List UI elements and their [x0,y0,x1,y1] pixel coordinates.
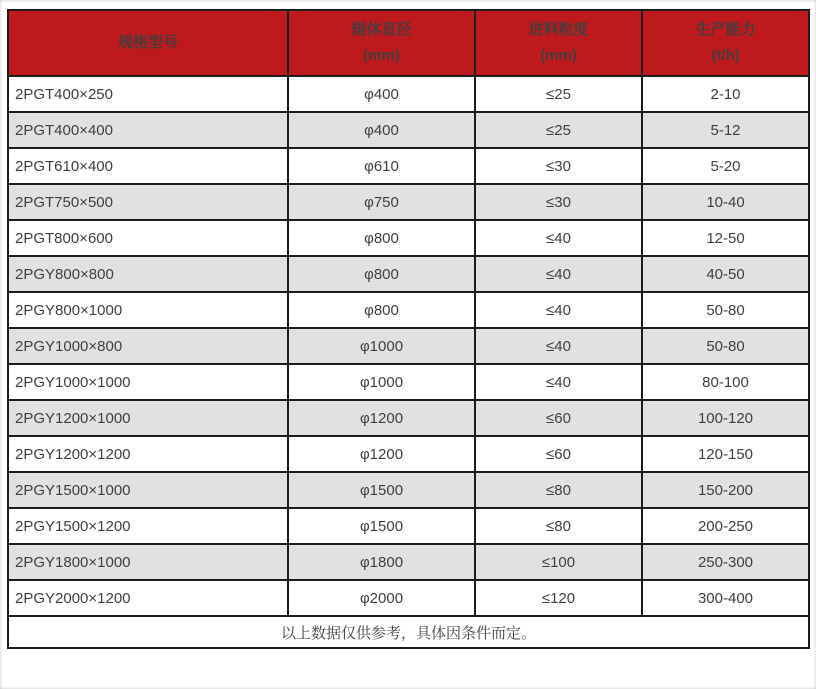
col-header-capacity-unit: (t/h) [711,47,740,64]
diameter-cell: φ800 [288,292,475,328]
capacity-cell: 150-200 [642,472,809,508]
capacity-cell: 120-150 [642,436,809,472]
feed-cell: ≤40 [475,328,642,364]
table-row [8,508,809,544]
model-cell: 2PGT750×500 [8,184,288,220]
diameter-cell: φ800 [288,220,475,256]
footnote-row [8,616,809,648]
capacity-cell: 5-20 [642,148,809,184]
table-row [8,400,809,436]
capacity-cell: 40-50 [642,256,809,292]
model-cell: 2PGT400×250 [8,76,288,112]
diameter-cell: φ1500 [288,508,475,544]
diameter-cell: φ1800 [288,544,475,580]
feed-cell: ≤30 [475,184,642,220]
table-row [8,76,809,112]
capacity-cell: 250-300 [642,544,809,580]
table-row [8,184,809,220]
table-row [8,148,809,184]
diameter-cell: φ1200 [288,436,475,472]
col-header-feed-size-label: 进料粒度 [528,21,589,38]
feed-cell: ≤40 [475,256,642,292]
model-cell: 2PGY1800×1000 [8,544,288,580]
capacity-cell: 12-50 [642,220,809,256]
table-row [8,580,809,616]
model-cell: 2PGY1000×800 [8,328,288,364]
model-cell: 2PGY1500×1000 [8,472,288,508]
feed-cell: ≤80 [475,472,642,508]
table-row [8,328,809,364]
diameter-cell: φ1000 [288,328,475,364]
diameter-cell: φ800 [288,256,475,292]
col-header-capacity-label: 生产能力 [695,21,756,38]
table-row [8,256,809,292]
feed-cell: ≤60 [475,400,642,436]
capacity-cell: 5-12 [642,112,809,148]
model-cell: 2PGY800×800 [8,256,288,292]
diameter-cell: φ2000 [288,580,475,616]
diameter-cell: φ750 [288,184,475,220]
col-header-roller-diameter-label: 辊体直径 [351,21,412,38]
header-row [8,10,809,76]
capacity-cell: 100-120 [642,400,809,436]
table-row [8,292,809,328]
feed-cell: ≤80 [475,508,642,544]
feed-cell: ≤100 [475,544,642,580]
feed-cell: ≤40 [475,292,642,328]
capacity-cell: 10-40 [642,184,809,220]
feed-cell: ≤60 [475,436,642,472]
diameter-cell: φ1000 [288,364,475,400]
col-header-feed-size-unit: (mm) [540,47,577,64]
table-header [8,10,809,76]
table-footer [8,616,809,648]
diameter-cell: φ400 [288,112,475,148]
diameter-cell: φ400 [288,76,475,112]
feed-cell: ≤25 [475,112,642,148]
feed-cell: ≤30 [475,148,642,184]
capacity-cell: 200-250 [642,508,809,544]
capacity-cell: 80-100 [642,364,809,400]
diameter-cell: φ1500 [288,472,475,508]
feed-cell: ≤40 [475,220,642,256]
model-cell: 2PGT400×400 [8,112,288,148]
feed-cell: ≤120 [475,580,642,616]
diameter-cell: φ610 [288,148,475,184]
col-header-roller-diameter-unit: (mm) [363,47,400,64]
model-cell: 2PGY1500×1200 [8,508,288,544]
table-row [8,220,809,256]
col-header-roller-diameter [288,10,475,76]
model-cell: 2PGY1000×1000 [8,364,288,400]
feed-cell: ≤25 [475,76,642,112]
col-header-capacity [642,10,809,76]
model-cell: 2PGY800×1000 [8,292,288,328]
model-cell: 2PGY1200×1000 [8,400,288,436]
table-footnote: 以上数据仅供参考，具体因条件而定。 [8,616,809,648]
model-cell: 2PGY1200×1200 [8,436,288,472]
table-body [8,76,809,616]
model-cell: 2PGY2000×1200 [8,580,288,616]
table-row [8,112,809,148]
table-row [8,364,809,400]
capacity-cell: 50-80 [642,328,809,364]
diameter-cell: φ1200 [288,400,475,436]
capacity-cell: 2-10 [642,76,809,112]
capacity-cell: 300-400 [642,580,809,616]
model-cell: 2PGT610×400 [8,148,288,184]
feed-cell: ≤40 [475,364,642,400]
table-row [8,472,809,508]
capacity-cell: 50-80 [642,292,809,328]
table-row [8,544,809,580]
table-row [8,436,809,472]
spec-table [7,9,810,649]
col-header-feed-size [475,10,642,76]
col-header-model-label: 规格型号 [117,34,178,51]
model-cell: 2PGT800×600 [8,220,288,256]
col-header-model [8,10,288,76]
